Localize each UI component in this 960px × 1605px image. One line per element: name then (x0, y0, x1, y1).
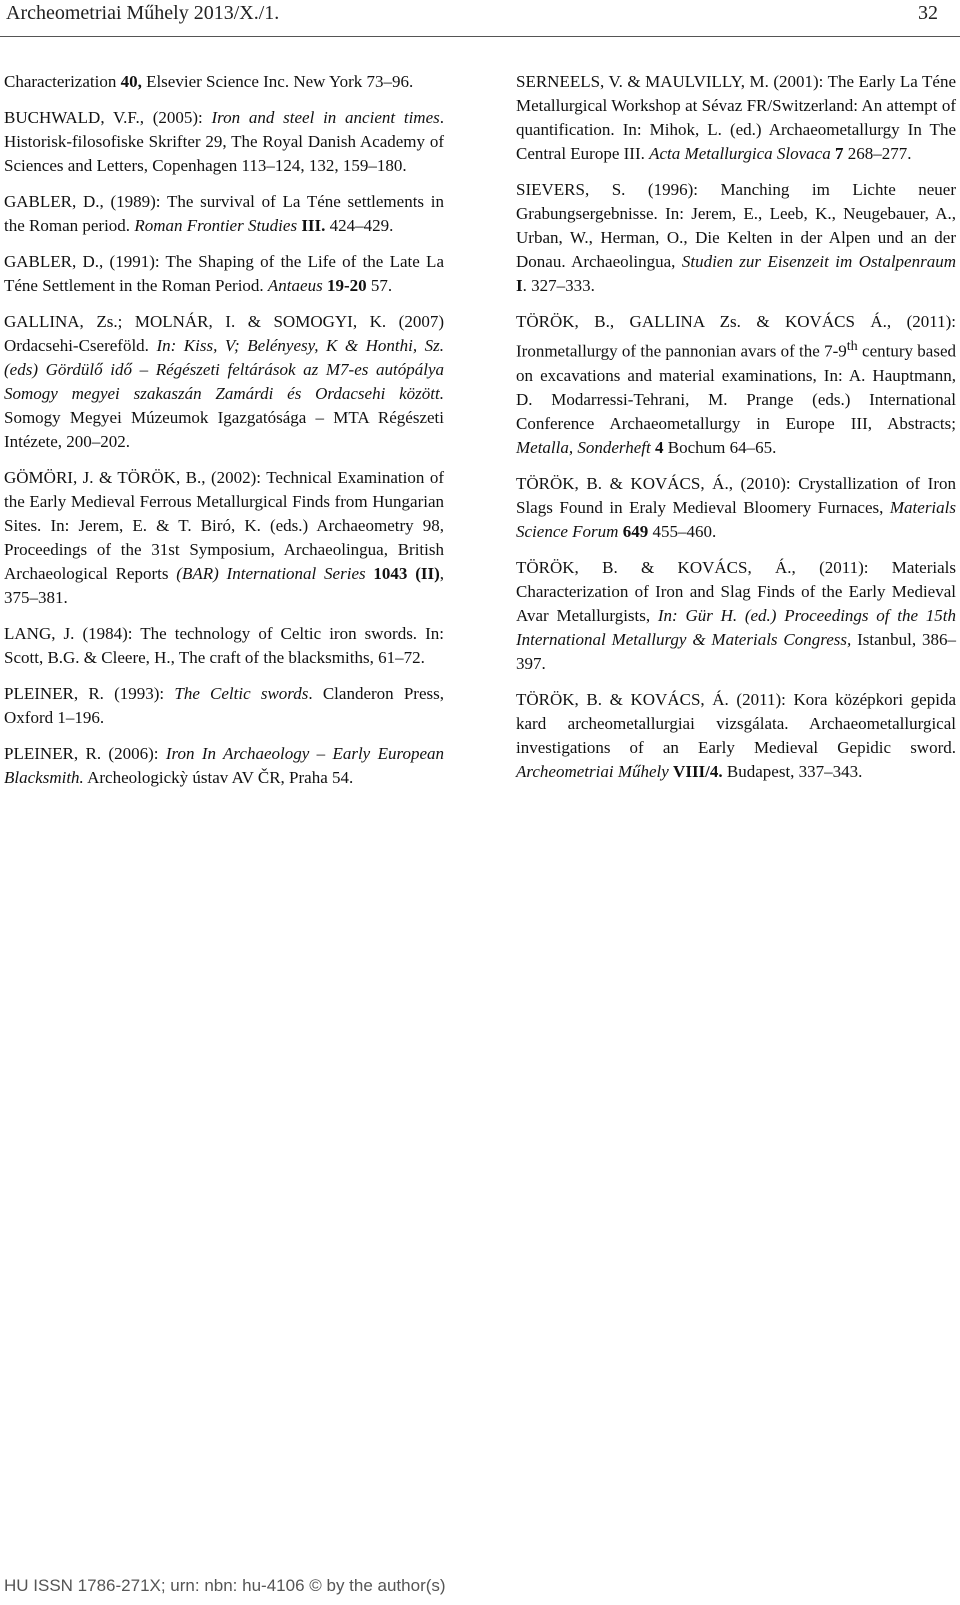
reference-entry (516, 70, 956, 166)
reference-text-segment: Metalla, Sonderheft (516, 437, 655, 457)
reference-text-segment: GABLER, D., (1989): The survival of La Téne settlements in the Roman period. (4, 192, 444, 235)
left-column (4, 70, 444, 802)
reference-entry (4, 70, 444, 94)
reference-text-segment: TÖRÖK, B. & KOVÁCS, Á., (2010): Crystallization of Iron Slags Found in Eraly Medieval Bloomery Furnaces, (516, 473, 956, 517)
right-column (516, 70, 956, 796)
running-header (0, 0, 960, 37)
reference-text-segment: 40, (120, 72, 142, 91)
reference-entry (4, 682, 444, 730)
page-number: 32 (918, 2, 938, 24)
reference-text-segment: GÖMÖRI, J. & TÖRÖK, B., (2002): Technical Examination of the Early Medieval Ferrous Metallurgical Finds from Hungarian Sites. In: Jerem, E. & T. Biró, K. (eds.) Archaeometry 98, Proceedings of the 31st Symposium, Archaeolingua, British Archaeological Reports (4, 468, 444, 583)
reference-text-segment: 268–277. (843, 144, 912, 163)
reference-text-segment: In: Gür H. (ed.) Proceedings of the 15th International Metallurgy & Materials Congress, (516, 605, 956, 649)
reference-text-segment: The Celtic swords (174, 684, 309, 703)
reference-text-segment: Materials Science Forum (516, 497, 956, 541)
reference-entry (4, 106, 444, 178)
reference-text-segment: I (516, 276, 523, 295)
reference-text-segment: Istanbul, 386–397. (516, 629, 956, 673)
reference-text-segment: PLEINER, R. (1993): (4, 684, 175, 703)
reference-entry (4, 742, 444, 790)
reference-text-segment: 4 (654, 437, 664, 457)
reference-text-segment: Archeometriai Műhely (516, 761, 674, 781)
reference-text-segment: In: Kiss, V; Belényesy, K & Honthi, Sz. (eds) Gördülő idő – Régészeti feltárások az M7-es autópálya Somogy megyei szakaszán Zamárdi és Ordacsehi között. (4, 336, 444, 403)
reference-entry (516, 556, 956, 676)
reference-text-segment: TÖRÖK, B. & KOVÁCS, Á. (2011): Kora középkori gepida kard archeometallurgiai vizsgálata. Archaeometallurgical investigations of an Early Medieval Gepidic sword. (516, 689, 956, 757)
reference-entry (516, 178, 956, 298)
reference-text-segment: . Clanderon Press, Oxford 1–196. (4, 684, 444, 727)
reference-text-segment: III. (301, 216, 326, 235)
reference-text-segment: TÖRÖK, B., GALLINA Zs. & KOVÁCS Á., (2011): Ironmetallurgy of the pannonian avars of the 7-9 (516, 312, 956, 361)
reference-entry (516, 472, 956, 544)
reference-entry (4, 466, 444, 610)
reference-text-segment: VIII/4. (673, 761, 723, 781)
reference-text-segment: LANG, J. (1984): The technology of Celtic iron swords. In: Scott, B.G. & Cleere, H., The craft of the blacksmiths, 61–72. (4, 624, 444, 667)
reference-text-segment: SERNEELS, V. & MAULVILLY, M. (2001): The Early La Téne Metallurgical Workshop at Sévaz FR/Switzerland: An attempt of quantification. In: Mihok, L. (ed.) Archaeometallurgy In The Central Europe III. (516, 72, 956, 163)
reference-text-segment: Budapest, 337–343. (722, 761, 863, 781)
reference-text-segment: Studien zur Eisenzeit im Ostalpenraum (681, 252, 956, 271)
reference-text-segment: . 327–333. (522, 276, 595, 295)
reference-text-segment: 1043 (II) (373, 564, 440, 583)
reference-entry (516, 688, 956, 784)
reference-entry (4, 622, 444, 670)
reference-text-segment: PLEINER, R. (2006): (4, 744, 166, 763)
reference-text-segment: GALLINA, Zs.; MOLNÁR, I. & SOMOGYI, K. (2007) Ordacsehi-Csereföld. (4, 312, 444, 355)
reference-text-segment: Somogy Megyei Múzeumok Igazgatósága – MTA Régészeti Intézete, 200–202. (4, 408, 444, 451)
reference-text-segment: Elsevier Science Inc. New York 73–96. (141, 72, 414, 91)
reference-text-segment: 19-20 (326, 276, 367, 295)
reference-text-segment: (BAR) International Series (176, 564, 374, 583)
reference-text-segment: Bochum 64–65. (663, 437, 777, 457)
reference-text-segment: Iron and steel in ancient times (211, 108, 440, 127)
reference-text-segment: Archeologickỳ ústav AV ČR, Praha 54. (83, 768, 354, 787)
reference-text-segment: Roman Frontier Studies (134, 216, 302, 235)
reference-text-segment: Acta Metallurgica Slovaca (649, 144, 835, 163)
reference-text-segment: Antaeus (267, 276, 327, 295)
reference-entry (4, 190, 444, 238)
reference-text-segment: 649 (622, 521, 649, 541)
reference-entry (516, 310, 956, 460)
reference-entry (4, 310, 444, 454)
reference-text-segment: 455–460. (648, 521, 717, 541)
reference-text-segment: TÖRÖK, B. & KOVÁCS, Á., (2011): Materials Characterization of Iron and Slag Finds of the Early Medieval Avar Metallurgists, (516, 557, 956, 625)
journal-title: Archeometriai Műhely 2013/X./1. (6, 2, 280, 24)
footer-issn: HU ISSN 1786-271X; urn: nbn: hu-4106 © by the author(s) (4, 1576, 446, 1595)
reference-text-segment: century based on excavations and material examinations, In: A. Hauptmann, D. Modarressi-Tehrani, M. Prange (eds.) International Conference Archaeometallurgy in Europe III, Abstracts; (516, 341, 956, 433)
reference-text-segment: BUCHWALD, V.F., (2005): (4, 108, 212, 127)
reference-text-segment: , 375–381. (4, 564, 444, 607)
reference-text-segment: th (846, 338, 858, 354)
reference-text-segment: SIEVERS, S. (1996): Manching im Lichte neuer Grabungsergebnisse. In: Jerem, E., Leeb, K., Neugebauer, A., Urban, W., Herman, O., Die Kelten in der Alpen und an der Donau. Archaeolingua, (516, 180, 956, 271)
reference-text-segment: . Historisk-filosofiske Skrifter 29, The Royal Danish Academy of Sciences and Letters, Copenhagen 113–124, 132, 159–180. (4, 108, 444, 175)
reference-text-segment: 7 (834, 144, 844, 163)
reference-entry (4, 250, 444, 298)
reference-text-segment: 424–429. (325, 216, 394, 235)
reference-text-segment: Iron In Archaeology – Early European Blacksmith. (4, 744, 444, 787)
reference-text-segment: 57. (366, 276, 393, 295)
reference-text-segment: GABLER, D., (1991): The Shaping of the Life of the Late La Téne Settlement in the Roman Period. (4, 252, 444, 295)
reference-text-segment: Characterization (4, 72, 121, 91)
